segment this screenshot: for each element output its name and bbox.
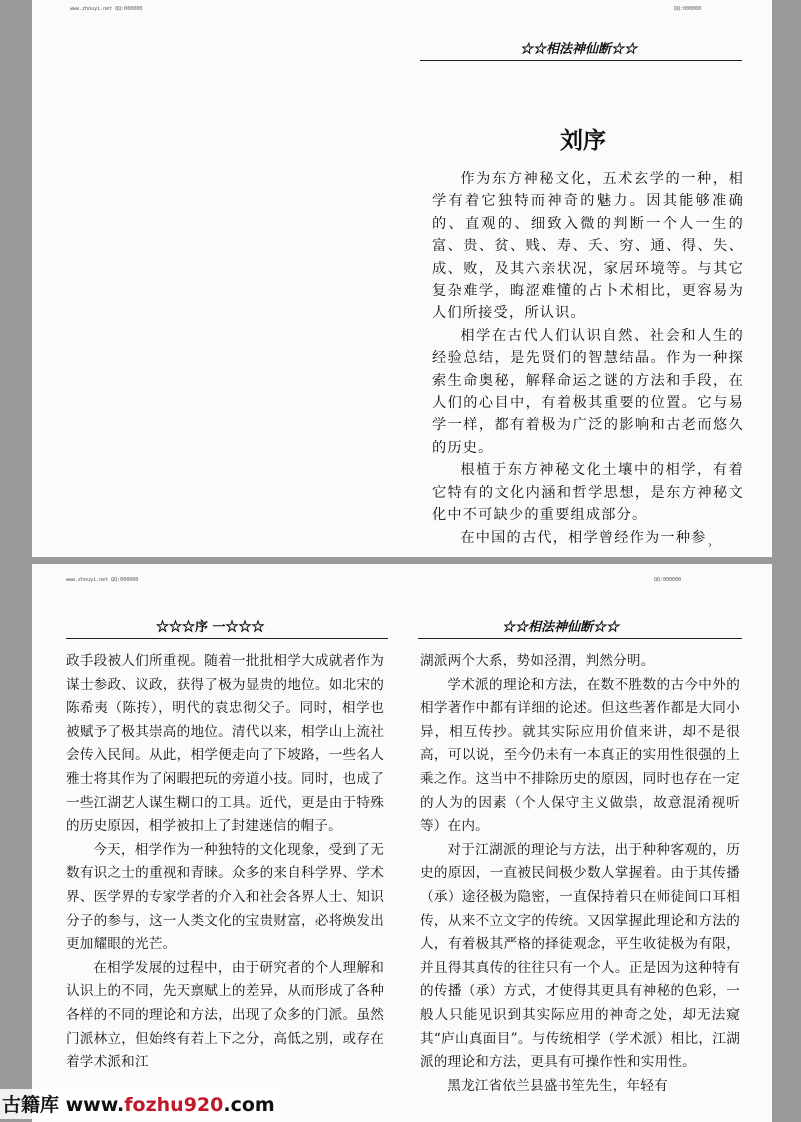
paragraph: 在中国的古代，相学曾经作为一种参 — [460, 529, 707, 546]
paragraph: 对于江湖派的理论与方法，出于种种客观的，历史的原因，一直被民间极少数人掌握着。由于其传播（承）途径极为隐密，一直保持着只在师徒间口耳相传，从来不立文字的传统。又因掌握此理论和方法的人，有着极其严格的择徒观念，平生收徒极为有限，并且得其真传的往往只有一个人。正是因为这种特有的传播（承）方式，才使得其更具有神秘的色彩，一般人只能见识到其实际应用的神奇之处，却无法窥其“庐山真面目”。与传统相学（学术派）相比，江湖派的理论和方法，更具有可操作性和实用性。 — [420, 841, 740, 1071]
right-column-header: ☆☆相法神仙断☆☆ — [502, 620, 620, 635]
paragraph: 今天，相学作为一种独特的文化现象，受到了无数有识之士的重视和青睐。众多的来自科学界、学术界、医学界的专家学者的介入和社会各界人士、知识分子的参与，这一人类文化的宝贵财富，必将焕发出更加耀眼的光芒。 — [66, 841, 384, 953]
left-column-header: ☆☆☆序 一☆☆☆ — [156, 620, 265, 635]
paragraph: 黑龙江省依兰县盛书笙先生，年轻有 — [447, 1077, 668, 1094]
right-column-body — [420, 650, 740, 1098]
paragraph: 湖派两个大系，势如泾渭，判然分明。 — [420, 653, 655, 669]
watermark — [0, 1087, 801, 1122]
top-page-body — [432, 168, 744, 549]
paragraph: 作为东方神秘文化，五术玄学的一种，相学有着它独特而神奇的魅力。因其能够准确的、直观的、细致入微的判断一个人一生的富、贵、贫、贱、寿、夭、穷、通、得、失、成、败，及其六亲状况，家居环境等。与其它复杂难学，晦涩难懂的占卜术相比，更容易为人们所接受，所认识。 — [432, 171, 744, 322]
left-header-rule — [66, 638, 388, 639]
header-rule — [420, 60, 742, 61]
top-page — [32, 0, 772, 557]
watermark-text — [0, 1089, 279, 1119]
paragraph: 在相学发展的过程中，由于研究者的个人理解和认识上的不同，先天禀赋上的差异，从而形成了各种各样的不同的理论和方法，出现了众多的门派。虽然门派林立，但始终有若上下之分，高低之别，或存在着学术派和江 — [66, 959, 384, 1071]
watermark-domain: fozhu920 — [124, 1094, 224, 1116]
paragraph: 根植于东方神秘文化土壤中的相学，有着它特有的文化内涵和哲学思想，是东方神秘文化中不可缺少的重要组成部分。 — [432, 462, 744, 524]
paragraph: 学术派的理论和方法，在数不胜数的古今中外的相学著作中都有详细的论述。但这些著作都是大同小异，相互传抄。就其实际应用价值来讲，却不是很高，可以说，至今仍未有一本真正的实用性很强的上乘之作。这当中不排除历史的原因，同时也存在一定的人为的因素（个人保守主义做祟，故意混淆视听等）在内。 — [420, 676, 740, 835]
bottom-page-small-left: www.zhouyi.net QQ:000000 — [66, 577, 139, 583]
bottom-page-small-right: QQ:000000 — [654, 577, 682, 583]
left-column-body — [66, 650, 384, 1075]
paragraph: 政手段被人们所重视。随着一批批相学大成就者作为谋士参政、议政，获得了极为显贵的地位。如北宋的陈希夷（陈抟），明代的袁忠彻父子。同时，相学也被赋予了极其崇高的地位。清代以来，相学山上流社会传入民间。从此，相学便走向了下坡路，一些名人雅士将其作为了闲暇把玩的旁道小技。同时，也成了一些江湖艺人谋生糊口的工具。近代，更是由于特殊的历史原因，相学被扣上了封建迷信的帽子。 — [66, 653, 384, 835]
watermark-suffix: .com — [223, 1094, 275, 1116]
bottom-page — [32, 564, 772, 1122]
paragraph: 相学在古代人们认识自然、社会和人生的经验总结，是先贤们的智慧结晶。作为一种探索生命奥秘，解释命运之谜的方法和手段，在人们的心目中，有着极其重要的位置。它与易学一样，都有着极为广泛的影响和古老而悠久的历史。 — [432, 327, 744, 456]
page-mark: › — [708, 540, 712, 551]
page-title: 刘序 — [560, 128, 606, 154]
running-header: ☆☆相法神仙断☆☆ — [520, 42, 638, 57]
top-page-small-left: www.zhouyi.net QQ:000000 — [70, 6, 143, 12]
watermark-prefix: 古籍库 www. — [2, 1094, 125, 1116]
right-header-rule — [418, 638, 742, 639]
top-page-small-right: QQ:000000 — [674, 6, 702, 12]
